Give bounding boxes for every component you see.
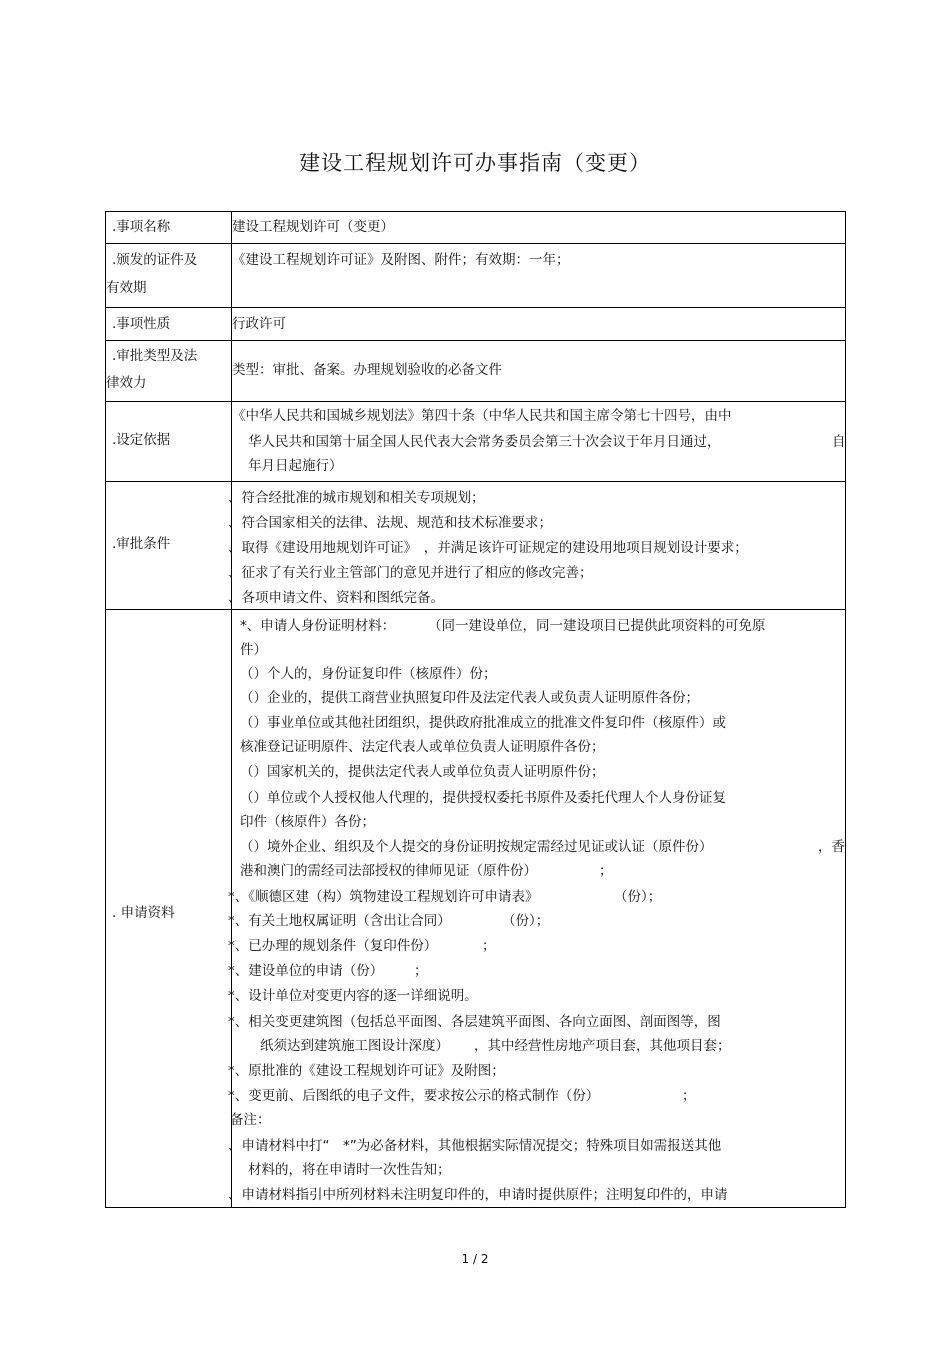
condition-item: 、各项申请文件、资料和图纸完备。 xyxy=(228,590,444,606)
value-item-name: 建设工程规划许可（变更） xyxy=(232,219,394,235)
row-approval-type xyxy=(106,340,845,402)
materials-item: *、建设单位的申请（份） xyxy=(228,963,384,979)
materials-id-item: （）单位或个人授权他人代理的，提供授权委托书原件及委托代理人个人身份证复 xyxy=(240,790,726,806)
label-materials: . 申请资料 xyxy=(112,905,175,921)
row-legal-basis xyxy=(106,401,845,482)
materials-id-item: （）事业单位或其他社团组织，提供政府批准成立的批准文件复印件（核原件）或 xyxy=(240,715,726,731)
materials-id-item-tail: ； xyxy=(599,863,613,879)
value-nature: 行政许可 xyxy=(232,316,286,332)
condition-item: 、取得《建设用地规划许可证》 ，并满足该许可证规定的建设用地项目规划设计要求； xyxy=(228,540,748,556)
value-certificate: 《建设工程规划许可证》及附图、附件；有效期：一年； xyxy=(232,252,570,268)
materials-id-item: （）境外企业、组织及个人提交的身份证明按规定需经过见证或认证（原件份） xyxy=(240,839,713,855)
row-nature xyxy=(106,307,845,341)
materials-id-heading: *、申请人身份证明材料： xyxy=(240,618,396,634)
materials-item-tail: ； xyxy=(482,938,496,954)
materials-item-tail: （份）； xyxy=(614,889,662,905)
basis-line-1: 《中华人民共和国城乡规划法》第四十条（中华人民共和国主席令第七十四号，由中 xyxy=(232,408,732,424)
basis-line-3: 年月日起施行） xyxy=(248,458,343,474)
materials-note: 、申请材料指引中所列材料未注明复印件的，申请时提供原件；注明复印件的，申请 xyxy=(228,1187,728,1203)
materials-item-tail: （份）； xyxy=(502,913,550,929)
materials-note-cont: 材料的，将在申请时一次性告知； xyxy=(248,1162,451,1178)
row-materials xyxy=(106,609,845,1210)
row-certificate xyxy=(106,243,845,308)
basis-line-2: 华人民共和国第十届全国人民代表大会常务委员会第三十次会议于年月日通过， xyxy=(248,434,721,450)
materials-item: *、变更前、后图纸的电子文件，要求按公示的格式制作（份） xyxy=(228,1088,600,1104)
materials-item: *、《顺德区建（构）筑物建设工程规划许可申请表》 xyxy=(228,889,539,905)
materials-note-heading: 备注： xyxy=(230,1112,271,1128)
materials-id-item: （）企业的，提供工商营业执照复印件及法定代表人或负责人证明原件各份； xyxy=(240,690,699,706)
label-certificate-2: 有效期 xyxy=(106,280,147,296)
materials-item-cont: 纸须达到建筑施工图设计深度） xyxy=(260,1038,449,1054)
condition-item: 、符合经批准的城市规划和相关专项规划； xyxy=(228,490,485,506)
materials-item-tail: ，其中经营性房地产项目套，其他项目套； xyxy=(474,1038,731,1054)
label-item-name: .事项名称 xyxy=(112,219,171,235)
condition-item: 、征求了有关行业主管部门的意见并进行了相应的修改完善； xyxy=(228,565,593,581)
materials-item-tail: ； xyxy=(414,963,428,979)
materials-note: 、申请材料中打“ *”为必备材料，其他根据实际情况提交；特殊项目如需报送其他 xyxy=(228,1138,722,1154)
materials-item: *、已办理的规划条件（复印件份） xyxy=(228,938,438,954)
materials-id-heading-cont: 件） xyxy=(240,642,267,658)
label-nature: .事项性质 xyxy=(112,316,171,332)
guide-table xyxy=(105,211,846,1208)
materials-item: *、相关变更建筑图（包括总平面图、各层建筑平面图、各向立面图、剖面图等，图 xyxy=(228,1014,721,1030)
materials-item: *、原批准的《建设工程规划许可证》及附图； xyxy=(228,1063,505,1079)
label-certificate-1: .颁发的证件及 xyxy=(112,252,198,268)
materials-id-item: （）国家机关的，提供法定代表人或单位负责人证明原件份； xyxy=(240,764,605,780)
row-conditions xyxy=(106,481,845,610)
materials-id-item-cont: 核准登记证明原件、法定代表人或单位负责人证明原件各份； xyxy=(240,739,605,755)
value-approval-type: 类型：审批、备案。办理规划验收的必备文件 xyxy=(232,362,502,378)
page-number: 1 / 2 xyxy=(461,1252,489,1266)
label-approval-type-2: 律效力 xyxy=(106,375,147,391)
page-title: 建设工程规划许可办事指南（变更） xyxy=(299,151,651,175)
label-conditions: .审批条件 xyxy=(112,536,171,552)
row-item-name xyxy=(106,212,845,243)
materials-id-item: （）个人的，身份证复印件（核原件）份； xyxy=(240,666,497,682)
materials-item-tail: ； xyxy=(682,1088,696,1104)
condition-item: 、符合国家相关的法律、法规、规范和技术标准要求； xyxy=(228,515,552,531)
materials-id-item-cont: 港和澳门的需经司法部授权的律师见证（原件份） xyxy=(240,863,537,879)
materials-id-heading-note: （同一建设单位，同一建设项目已提供此项资料的可免原 xyxy=(428,618,766,634)
label-approval-type-1: .审批类型及法 xyxy=(112,348,198,364)
materials-id-item-tail: ，香 xyxy=(818,839,845,855)
label-legal-basis: .设定依据 xyxy=(112,432,171,448)
materials-item: *、设计单位对变更内容的逐一详细说明。 xyxy=(228,988,478,1004)
materials-item: *、有关土地权属证明（含出让合同） xyxy=(228,913,451,929)
materials-id-item-cont: 印件（核原件）各份； xyxy=(240,814,375,830)
basis-line-2-tail: 自 xyxy=(832,434,846,450)
